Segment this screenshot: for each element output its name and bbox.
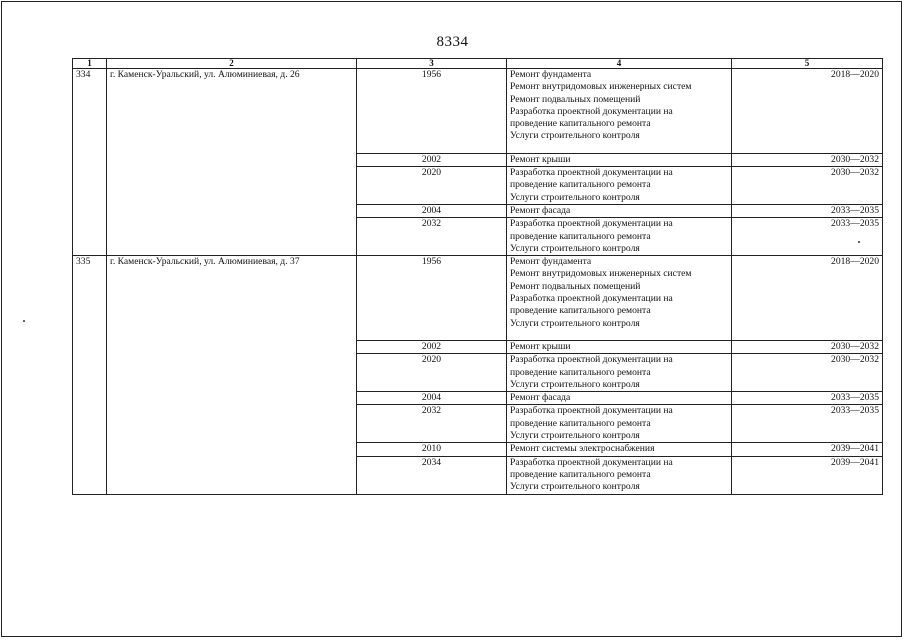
table-body [73, 69, 883, 495]
year-cell: 2010 [357, 443, 507, 456]
work-types-cell [507, 167, 732, 205]
work-type: Разработка проектной документации на [510, 167, 673, 179]
year-cell: 2004 [357, 204, 507, 217]
row-number: 335 [73, 256, 107, 494]
work-type: проведение капитального ремонта [510, 468, 651, 480]
work-types-cell [507, 153, 732, 166]
year-cell: 2002 [357, 340, 507, 353]
work-type: проведение капитального ремонта [510, 179, 651, 191]
table-header-row [73, 59, 883, 69]
work-type: Ремонт фасада [510, 392, 571, 404]
work-type: Разработка проектной документации на [510, 105, 673, 117]
scan-speck [23, 320, 25, 322]
planned-period: 2030—2032 [732, 153, 883, 166]
planned-period: 2033—2035 [732, 405, 883, 443]
work-type: Разработка проектной документации на [510, 218, 673, 230]
work-type: Услуги строительного контроля [510, 191, 640, 203]
work-type: проведение капитального ремонта [510, 417, 651, 429]
work-types-cell [507, 392, 732, 405]
work-types-cell [507, 340, 732, 353]
year-cell: 1956 [357, 256, 507, 341]
column-header: 2 [107, 59, 357, 69]
work-type: Ремонт фундамента [510, 69, 592, 80]
planned-period: 2030—2032 [732, 340, 883, 353]
year-cell: 2020 [357, 167, 507, 205]
work-type: Услуги строительного контроля [510, 430, 640, 442]
work-type: проведение капитального ремонта [510, 230, 651, 242]
work-type: Ремонт системы электроснабжения [510, 443, 655, 455]
work-type: Ремонт крыши [510, 153, 571, 165]
planned-period: 2030—2032 [732, 354, 883, 392]
work-type: Услуги строительного контроля [510, 481, 640, 493]
row-number: 334 [73, 69, 107, 256]
work-types-cell [507, 69, 732, 154]
year-cell: 2004 [357, 392, 507, 405]
planned-period: 2033—2035 [732, 218, 883, 256]
planned-period: 2030—2032 [732, 167, 883, 205]
planned-period: 2033—2035 [732, 204, 883, 217]
work-type: Ремонт крыши [510, 340, 571, 352]
work-type: проведение капитального ремонта [510, 305, 651, 317]
year-cell: 2032 [357, 218, 507, 256]
work-types-cell [507, 354, 732, 392]
planned-period: 2033—2035 [732, 392, 883, 405]
column-header: 3 [357, 59, 507, 69]
planned-period: 2018—2020 [732, 256, 883, 341]
work-types-cell [507, 405, 732, 443]
planned-period: 2039—2041 [732, 456, 883, 494]
year-cell: 2002 [357, 153, 507, 166]
scan-speck [858, 241, 860, 243]
year-cell: 1956 [357, 69, 507, 154]
work-type: Разработка проектной документации на [510, 456, 673, 468]
work-types-cell [507, 204, 732, 217]
page-number: 8334 [436, 34, 469, 50]
work-type: Ремонт фасада [510, 204, 571, 216]
work-type: Ремонт подвальных помещений [510, 280, 641, 292]
work-type: Услуги строительного контроля [510, 130, 640, 142]
capital-repair-table [72, 58, 883, 495]
work-type: проведение капитального ремонта [510, 118, 651, 130]
work-type: Ремонт подвальных помещений [510, 93, 641, 105]
work-types-cell [507, 443, 732, 456]
year-cell: 2032 [357, 405, 507, 443]
building-address: г. Каменск-Уральский, ул. Алюминиевая, д. 26 [107, 69, 357, 256]
table-row [73, 256, 883, 341]
work-type: Услуги строительного контроля [510, 242, 640, 254]
column-header: 4 [507, 59, 732, 69]
work-type: Ремонт внутридомовых инженерных систем [510, 268, 692, 280]
table-row [73, 69, 883, 154]
work-type: Ремонт внутридомовых инженерных систем [510, 81, 692, 93]
work-type: Разработка проектной документации на [510, 354, 673, 366]
work-types-cell [507, 218, 732, 256]
work-type: проведение капитального ремонта [510, 366, 651, 378]
work-type: Услуги строительного контроля [510, 378, 640, 390]
work-types-cell [507, 456, 732, 494]
work-type: Разработка проектной документации на [510, 293, 673, 305]
work-type: Разработка проектной документации на [510, 405, 673, 417]
work-type: Услуги строительного контроля [510, 317, 640, 329]
work-type: Ремонт фундамента [510, 256, 592, 268]
planned-period: 2018—2020 [732, 69, 883, 154]
year-cell: 2034 [357, 456, 507, 494]
work-types-cell [507, 256, 732, 341]
planned-period: 2039—2041 [732, 443, 883, 456]
year-cell: 2020 [357, 354, 507, 392]
building-address: г. Каменск-Уральский, ул. Алюминиевая, д. 37 [107, 256, 357, 494]
column-header: 1 [73, 59, 107, 69]
column-header: 5 [732, 59, 883, 69]
